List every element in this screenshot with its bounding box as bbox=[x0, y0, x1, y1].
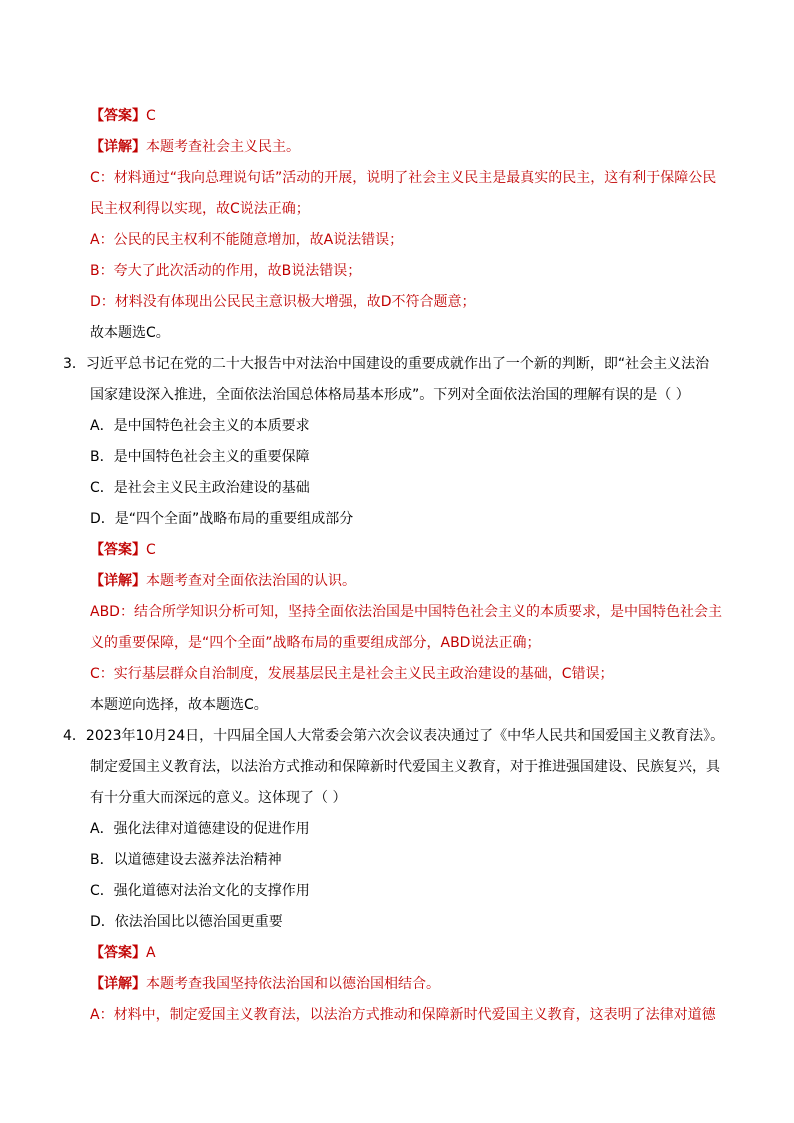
analysis-line: A：公民的民主权利不能随意增加，故A说法错误； bbox=[90, 232, 404, 248]
answer-value: C bbox=[146, 108, 156, 124]
question-stem: 有十分重大而深远的意义。这体现了（ ） bbox=[90, 790, 347, 806]
option-b: B．以道德建设去滋养法治精神 bbox=[90, 852, 282, 868]
question-stem: 4．2023年10月24日，十四届全国人大常委会第六次会议表决通过了《中华人民共和国爱国主义教育法》。 bbox=[63, 728, 725, 744]
analysis-line: B：夸大了此次活动的作用，故B说法错误； bbox=[90, 263, 362, 279]
question-stem: 国家建设深入推进，全面依法治国总体格局基本形成”。下列对全面依法治国的理解有误的是（ ） bbox=[90, 387, 690, 403]
detail-text: 本题考查对全面依法治国的认识。 bbox=[146, 573, 356, 589]
answer-tag: 【答案】 bbox=[90, 945, 146, 961]
answer-tag: 【答案】 bbox=[90, 108, 146, 124]
option-d: D．依法治国比以德治国更重要 bbox=[90, 914, 283, 930]
analysis-line: C：实行基层群众自治制度，发展基层民主是社会主义民主政治建设的基础，C错误； bbox=[90, 666, 614, 682]
question-stem: 制定爱国主义教育法，以法治方式推动和保障新时代爱国主义教育，对于推进强国建设、民族复兴，具 bbox=[90, 759, 720, 775]
detail-line bbox=[90, 132, 734, 163]
detail-tag: 【详解】 bbox=[90, 976, 146, 992]
option-d: D．是“四个全面”战略布局的重要组成部分 bbox=[90, 511, 354, 527]
detail-tag: 【详解】 bbox=[90, 139, 146, 155]
detail-line bbox=[90, 969, 734, 1000]
analysis-line: ABD：结合所学知识分析可知，坚持全面依法治国是中国特色社会主义的本质要求，是中国特色社会主 bbox=[90, 604, 722, 620]
analysis-line: A：材料中，制定爱国主义教育法，以法治方式推动和保障新时代爱国主义教育，这表明了法律对道德 bbox=[90, 1007, 716, 1023]
analysis-line: C：材料通过“我向总理说句话”活动的开展，说明了社会主义民主是最真实的民主，这有利于保障公民 bbox=[90, 170, 717, 186]
detail-text: 本题考查社会主义民主。 bbox=[146, 139, 300, 155]
answer-value: C bbox=[146, 542, 156, 558]
answer-line bbox=[90, 535, 734, 566]
question-stem: 3．习近平总书记在党的二十大报告中对法治中国建设的重要成就作出了一个新的判断，即“社会主义法治 bbox=[63, 356, 710, 372]
analysis-line: 民主权利得以实现，故C说法正确； bbox=[90, 201, 310, 217]
option-a: A．强化法律对道德建设的促进作用 bbox=[90, 821, 310, 837]
detail-text: 本题考查我国坚持依法治国和以德治国相结合。 bbox=[146, 976, 440, 992]
conclusion-line: 本题逆向选择，故本题选C。 bbox=[90, 697, 268, 713]
detail-tag: 【详解】 bbox=[90, 573, 146, 589]
option-a: A．是中国特色社会主义的本质要求 bbox=[90, 418, 310, 434]
option-c: C．是社会主义民主政治建设的基础 bbox=[90, 480, 310, 496]
option-c: C．强化道德对法治文化的支撑作用 bbox=[90, 883, 310, 899]
conclusion-line: 故本题选C。 bbox=[90, 325, 170, 341]
analysis-line: 义的重要保障，是“四个全面”战略布局的重要组成部分，ABD说法正确； bbox=[90, 635, 541, 651]
answer-value: A bbox=[146, 945, 156, 961]
answer-line bbox=[90, 101, 734, 132]
option-b: B．是中国特色社会主义的重要保障 bbox=[90, 449, 310, 465]
answer-line bbox=[90, 938, 734, 969]
analysis-line: D：材料没有体现出公民民主意识极大增强，故D不符合题意； bbox=[90, 294, 476, 310]
detail-line bbox=[90, 566, 734, 597]
answer-tag: 【答案】 bbox=[90, 542, 146, 558]
